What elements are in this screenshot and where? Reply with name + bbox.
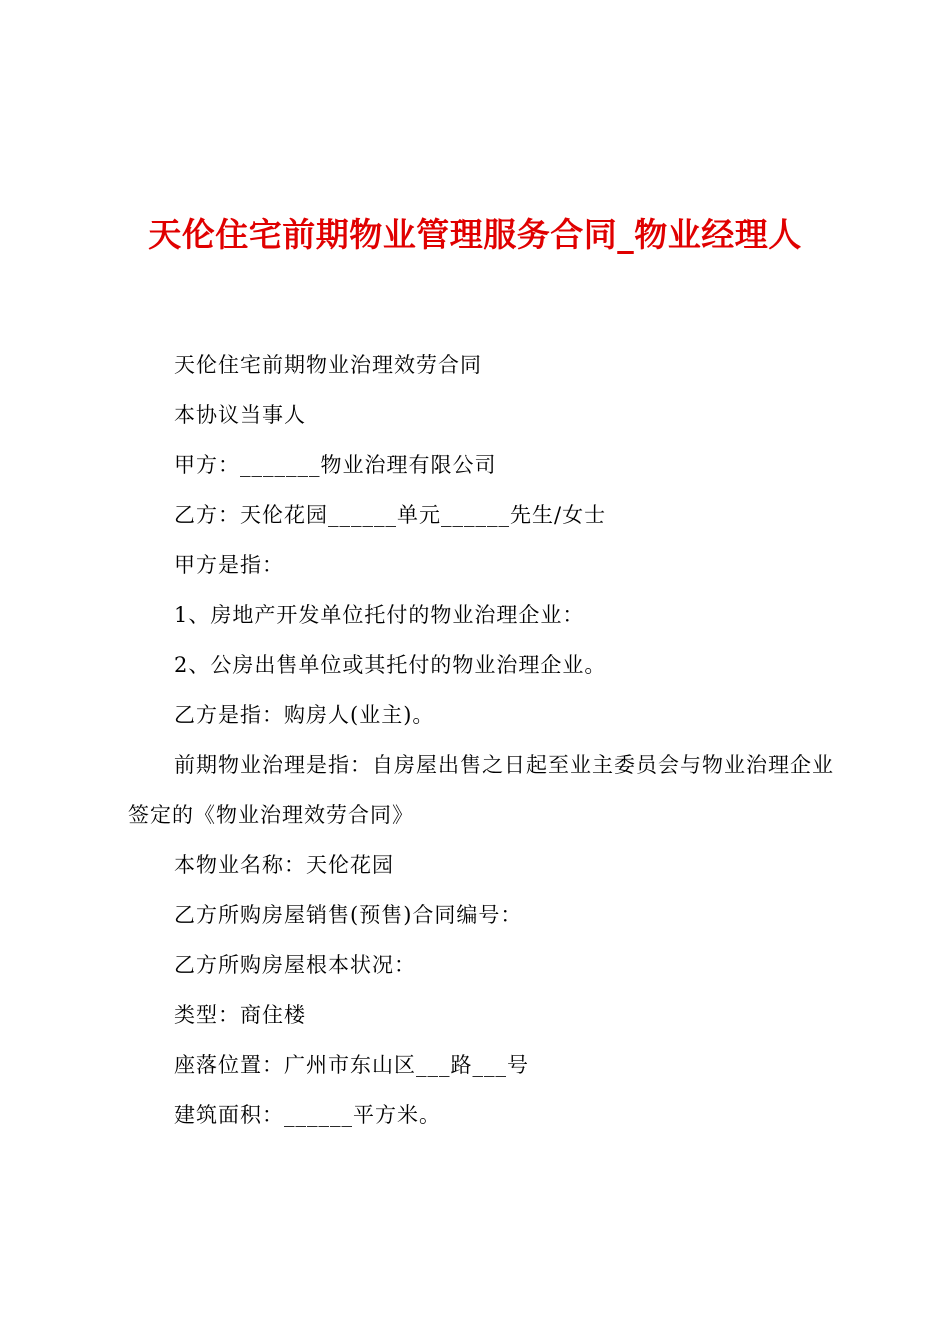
property-name-paragraph: 本物业名称：天伦花园 xyxy=(174,853,394,877)
house-type-paragraph: 类型：商住楼 xyxy=(174,1003,306,1027)
party-a-paragraph: 甲方：_______物业治理有限公司 xyxy=(174,453,497,477)
location-paragraph: 座落位置：广州市东山区___路___号 xyxy=(174,1053,529,1077)
definition-item-2-paragraph: 2、公房出售单位或其托付的物业治理企业。 xyxy=(174,653,607,677)
document-title: 天伦住宅前期物业管理服务合同_物业经理人 xyxy=(148,215,802,254)
floor-area-paragraph: 建筑面积：______平方米。 xyxy=(174,1103,441,1127)
party-b-definition-paragraph: 乙方是指：购房人(业主)。 xyxy=(174,703,435,727)
sales-contract-number-paragraph: 乙方所购房屋销售(预售)合同编号： xyxy=(174,903,523,927)
definition-item-1-paragraph: 1、房地产开发单位托付的物业治理企业： xyxy=(174,603,585,627)
preliminary-management-definition-paragraph: 前期物业治理是指：自房屋出售之日起至业主委员会与物业治理企业签定的《物业治理效劳合同》 xyxy=(128,753,834,827)
parties-heading-paragraph: 本协议当事人 xyxy=(174,403,306,427)
party-b-paragraph: 乙方：天伦花园______单元______先生/女士 xyxy=(174,503,607,527)
party-a-definition-paragraph: 甲方是指： xyxy=(174,553,284,577)
house-basic-status-paragraph: 乙方所购房屋根本状况： xyxy=(174,953,416,977)
document-body xyxy=(128,340,836,1140)
contract-name-paragraph: 天伦住宅前期物业治理效劳合同 xyxy=(174,353,482,377)
